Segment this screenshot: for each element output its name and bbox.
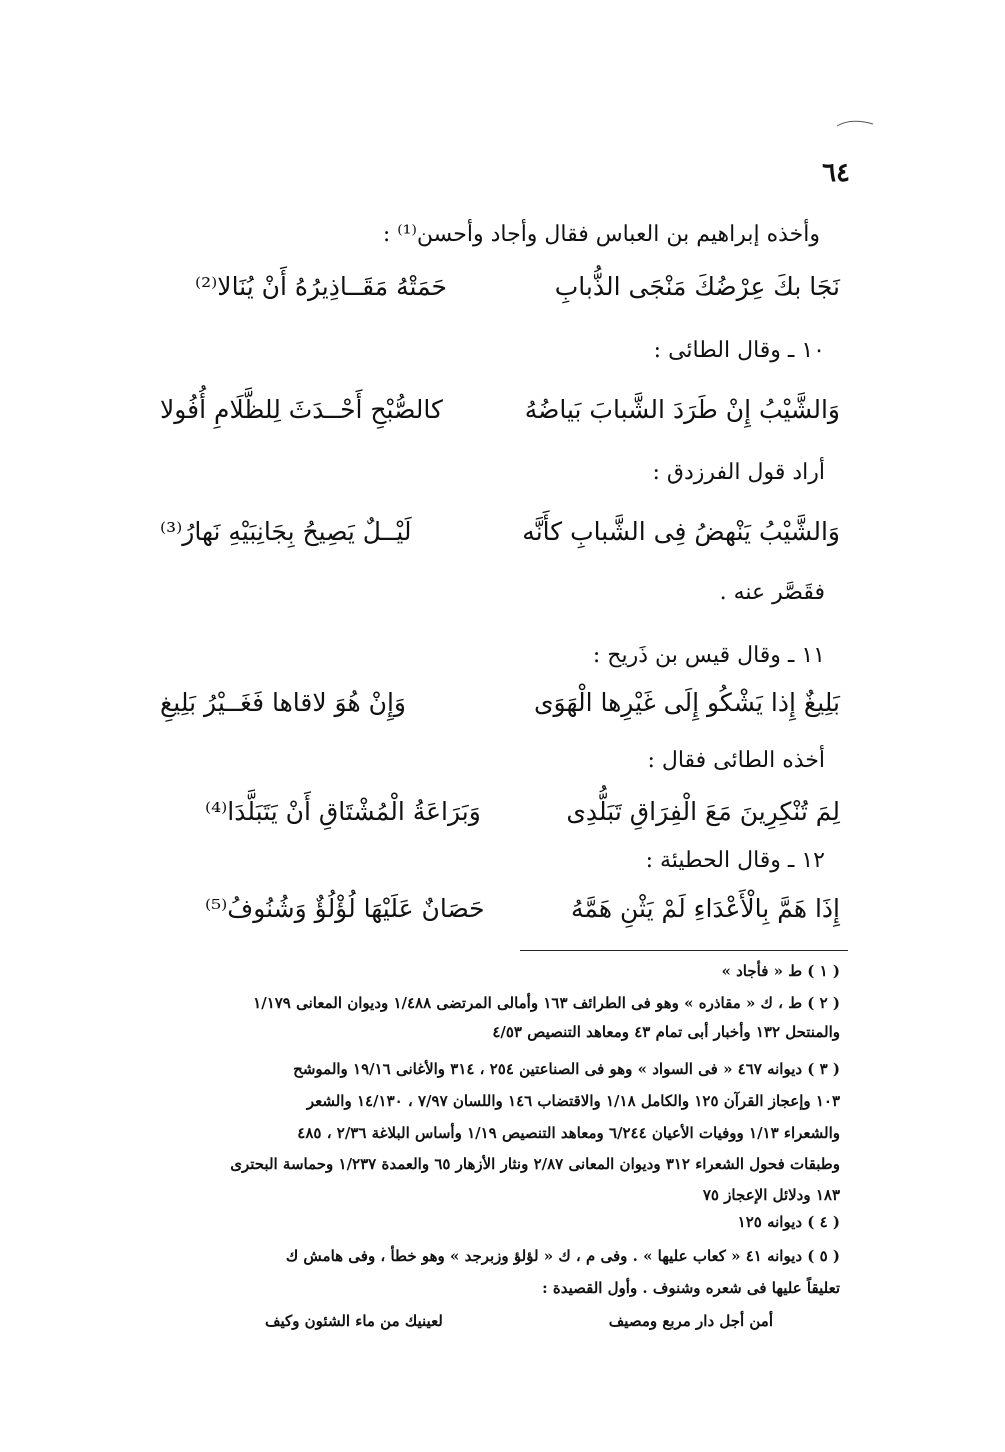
footnote-3-line-1: ( ٣ ) ديوانه ٤٦٧ « فى السواد » وهو فى الصناعتين ٢٥٤ ، ٣١٤ والأغانى ١٩/١٦ والموشح xyxy=(293,1060,840,1078)
footnote-2-line-2: والمنتحل ١٣٢ وأخبار أبى تمام ٤٣ ومعاهد التنصيص ٤/٥٣ xyxy=(492,1023,840,1041)
footnote-5-verse-second-hemistich: لعينيك من ماء الشئون وكيف xyxy=(265,1312,443,1330)
taai-line: أخذه الطائى فقال : xyxy=(647,748,825,773)
footnote-5-verse-first-hemistich: أمن أجل دار مربع ومصيف xyxy=(608,1312,773,1330)
verse-3-first-hemistich: وَالشَّيْبُ يَنْهضُ فِى الشَّبابِ كأَنَّه xyxy=(522,517,840,546)
footnote-3-line-5: ١٨٣ ودلائل الإعجاز ٧٥ xyxy=(702,1186,840,1204)
farazdaq-line: أراد قول الفرزدق : xyxy=(652,460,825,485)
footnote-1: ( ١ ) ط « فأجاد » xyxy=(721,962,840,980)
verse-4-second-hemistich: وَإِنْ هُوَ لاقاها فَغَــيْرُ بَلِيغِ xyxy=(160,688,406,717)
verse-5-first-hemistich: لِمَ تُنْكِرِينَ مَعَ الْفِرَاقِ تَبَلُّدِى xyxy=(566,797,840,826)
verse-5-second-hemistich: وَبَرَاعَةُ الْمُشْتَاقِ أَنْ يَتَبَلَّدَا⁽⁴⁾ xyxy=(205,797,481,826)
heading-12: ١٢ ـ وقال الحطيئة : xyxy=(645,848,825,873)
verse-4-first-hemistich: بَلِيغٌ إِذا يَشْكُو إِلَى غَيْرِها الْهَوَى xyxy=(533,688,840,717)
verse-2-first-hemistich: وَالشَّيْبُ إِنْ طَرَدَ الشَّبابَ بَياضُهُ xyxy=(524,395,840,424)
footnote-2-line-1: ( ٢ ) ط ، ك « مقاذره » وهو فى الطرائف ١٦٣ وأمالى المرتضى ١/٤٨٨ وديوان المعانى ١/١٧٩ xyxy=(253,994,840,1012)
verse-1-first-hemistich: نَجَا بكَ عِرْضُكَ مَنْجَى الذُّبابِ xyxy=(554,272,840,301)
verse-2-second-hemistich: كالصُّبْحِ أَحْــدَثَ لِلظَّلَامِ أُفُولا xyxy=(160,395,443,424)
heading-11: ١١ ـ وقال قيس بن ذَريح : xyxy=(592,643,825,668)
qassar-line: فقَصَّر عنه . xyxy=(719,580,825,605)
footnote-3-line-3: والشعراء ١/١٣ ووفيات الأعيان ٦/٢٤٤ ومعاهد التنصيص ١/١٩ وأساس البلاغة ٢/٣٦ ، ٤٨٥ xyxy=(297,1124,840,1142)
intro-line: وأخذه إبراهيم بن العباس فقال وأجاد وأحسن⁽¹⁾ : xyxy=(382,222,820,247)
footnote-4: ( ٤ ) ديوانه ١٢٥ xyxy=(737,1213,840,1231)
footnote-divider xyxy=(520,950,848,951)
scan-mark-icon xyxy=(835,118,875,130)
page-number: ٦٤ xyxy=(822,158,850,188)
footnote-3-line-4: وطبقات فحول الشعراء ٣١٢ وديوان المعانى ٢/٨٧ ونثار الأزهار ٦٥ والعمدة ١/٢٣٧ وحماسة البحترى xyxy=(230,1155,840,1173)
footnote-5-line-1: ( ٥ ) ديوانه ٤١ « كعاب عليها » . وفى م ، ك « لؤلؤ وزبرجد » وهو خطأ ، وفى هامش ك xyxy=(285,1247,840,1265)
verse-1-second-hemistich: حَمَتْهُ مَقَــاذِيرُهُ أَنْ يُنَالا⁽²⁾ xyxy=(195,272,447,301)
footnote-3-line-2: ١٠٣ وإعجاز القرآن ١٢٥ والكامل ١/١٨ والاقتضاب ١٤٦ واللسان ٧/٩٧ ، ١٤/١٣٠ والشعر xyxy=(306,1092,840,1110)
verse-6-first-hemistich: إِذَا هَمَّ بِالْأَعْدَاءِ لَمْ يَثْنِ هَمَّهُ xyxy=(571,894,840,923)
verse-3-second-hemistich: لَيْــلٌ يَصِيحُ بِجَانِبَيْهِ نَهارُ⁽³⁾ xyxy=(160,517,412,546)
heading-10: ١٠ ـ وقال الطائى : xyxy=(653,338,825,363)
footnote-5-line-2: تعليقاً عليها فى شعره وشنوف . وأول القصيدة : xyxy=(542,1279,840,1297)
verse-6-second-hemistich: حَصَانٌ عَلَيْهَا لُؤْلُؤٌ وَشُنُوفُ⁽⁵⁾ xyxy=(205,894,485,923)
